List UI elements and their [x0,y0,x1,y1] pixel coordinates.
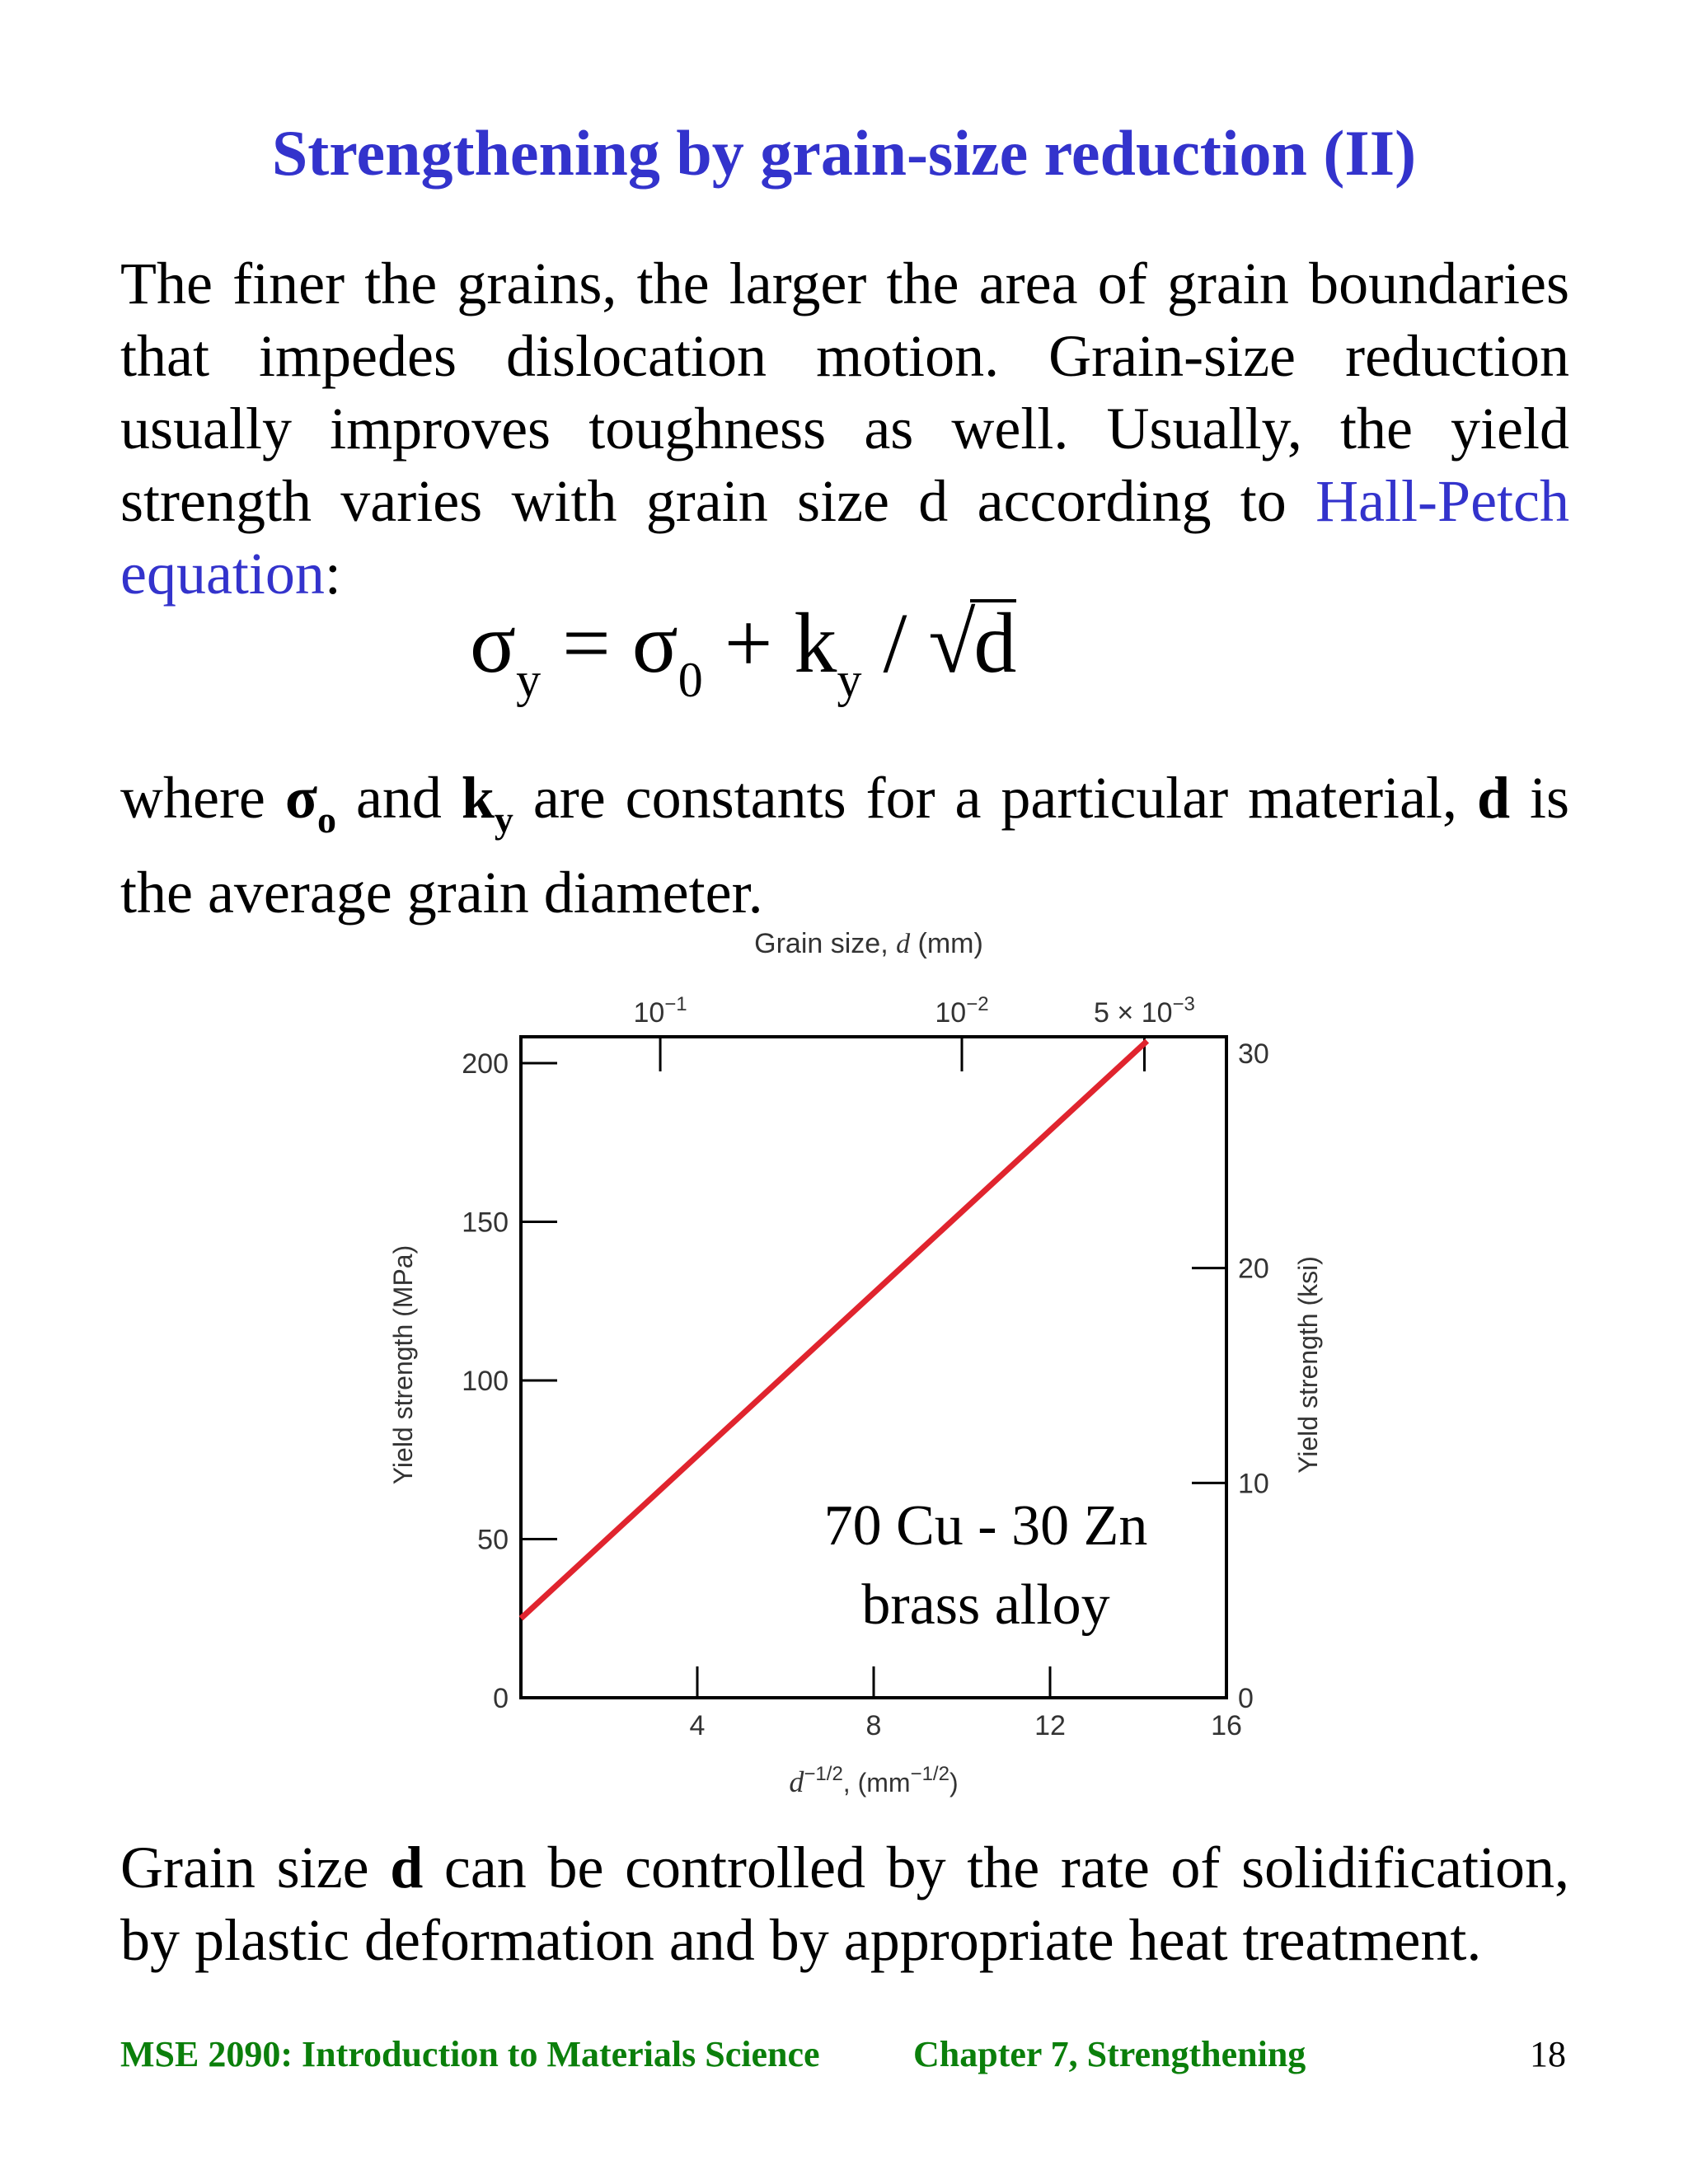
control-paragraph [120,1831,1569,1976]
y-tick-label-left: 50 [477,1524,509,1556]
x-tick-label: 8 [865,1710,882,1741]
y-tick-label-right: 20 [1238,1253,1269,1285]
p2-text-4: is the average grain diameter. [120,765,1569,926]
top-tick-label: $10^{-1}$ [633,993,687,1029]
y-tick-label-left: 100 [462,1366,509,1397]
y-axis-right-title: Yield strength (ksi) [1293,1256,1323,1474]
p3-text-1: Grain size [120,1835,391,1900]
p2-d: d [1476,765,1511,831]
p3-d: d [390,1835,424,1900]
y-tick-label-right: 30 [1238,1038,1269,1070]
eq-equals: = [541,596,632,691]
annotation-line-1: 70 Cu - 30 Zn [823,1494,1148,1558]
hall-petch-link[interactable]: Hall-Petch equation [120,468,1569,607]
y-axis-left-title: Yield strength (MPa) [388,1244,418,1485]
constants-paragraph [120,762,1569,929]
y-tick-label-left: 150 [462,1207,509,1239]
p2-k: k [461,765,495,831]
p2-sigma: σ [284,765,318,831]
x-tick-label: 4 [689,1710,706,1741]
eq-sub-y: y [516,653,542,707]
y-tick-label-right: 0 [1238,1683,1254,1714]
x-axis-title: $d^{-1/2}$, $(mm^{-1/2})$ [789,1763,959,1798]
eq-slash: / [861,596,929,691]
p2-k-sub: y [494,799,513,841]
annotation-line-2: brass alloy [861,1573,1110,1637]
eq-sigma-y: σ [470,596,517,691]
hall-petch-chart [0,907,1688,1830]
p2-text-2: and [336,765,462,831]
x-tick-label: 16 [1211,1710,1242,1741]
slide-title: Strengthening by grain-size reduction (II) [271,117,1417,189]
eq-sqrt: √ [928,596,976,691]
p2-sigma-sub: o [317,799,337,841]
footer-course: MSE 2090: Introduction to Materials Science [120,2034,820,2074]
p3-text-2: can be controlled by the rate of solidification, by plastic deformation and by appropriate heat treatment. [120,1835,1569,1973]
intro-paragraph [120,247,1569,610]
eq-d: d [970,599,1016,685]
footer-chapter: Chapter 7, Strengthening [913,2034,1306,2074]
eq-sub-ky: y [837,653,862,707]
y-tick-label-left: 0 [493,1683,509,1714]
y-tick-label-right: 10 [1238,1468,1269,1500]
hall-petch-equation [470,590,1017,707]
p2-text-1: where [120,765,285,831]
p2-text-3: are constants for a particular material, [513,765,1477,831]
top-tick-label: $5 \times 10^{-3}$ [1094,993,1195,1029]
intro-text: The finer the grains, the larger the area of grain boundaries that impedes dislocation motion. Grain-size reduction usually improves toughness as well. Usually, the yield strength varies with grain size d according to [120,251,1569,534]
intro-colon: : [324,541,341,607]
top-axis-title: Grain size, d (mm) [754,928,983,959]
eq-sub-0: 0 [678,653,703,707]
x-tick-label: 12 [1034,1710,1066,1741]
y-tick-label-left: 200 [462,1048,509,1080]
top-tick-label: $10^{-2}$ [935,993,989,1029]
eq-sigma-0: σ [631,596,678,691]
eq-plus-k: + k [702,596,837,691]
footer-page-number: 18 [1530,2034,1566,2074]
